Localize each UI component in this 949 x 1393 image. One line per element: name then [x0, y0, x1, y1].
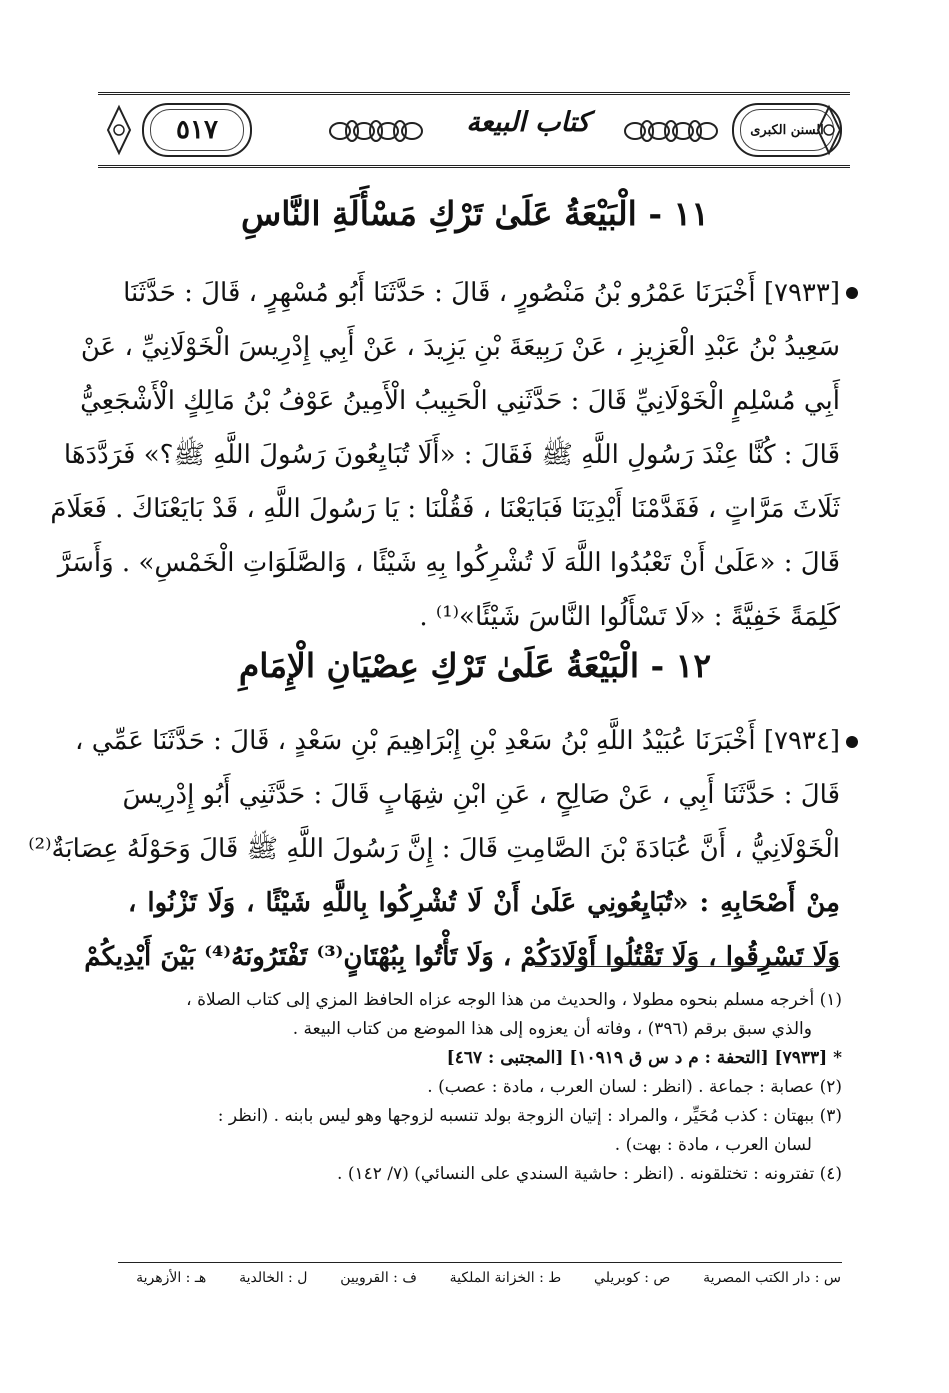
bullet-icon — [846, 736, 858, 748]
source-item: هـ : الأزهرية — [136, 1270, 207, 1286]
footnote: (٤) تفترونه : تختلقونه . (انظر : حاشية السندي على النسائي) (٧/ ١٤٢) . — [337, 1164, 842, 1184]
text-line: قَالَ : كُنَّا عِنْدَ رَسُولِ اللَّهِ ﷺ فَقَالَ : «أَلَا تُبَايِعُونَ رَسُولَ اللَّهِ ﷺ؟» فَرَدَّدَهَا — [63, 440, 840, 470]
footnote-reference: * [٧٩٣٣] [التحفة : م د س ق ١٠٩١٩] [المجتبى : ٤٦٧] — [446, 1048, 842, 1068]
section-heading: ١٢ - الْبَيْعَةُ عَلَىٰ تَرْكِ عِصْيَانِ الْإِمَامِ — [238, 646, 712, 685]
section-heading: ١١ - الْبَيْعَةُ عَلَىٰ تَرْكِ مَسْأَلَةِ النَّاسِ — [241, 194, 709, 233]
text-line: سَعِيدُ بْنُ عَبْدِ الْعَزِيزِ ، عَنْ رَبِيعَةَ بْنِ يَزِيدَ ، عَنْ أَبِي إِدْرِيسَ الْخَوْلَانِيِّ ، عَنْ — [80, 332, 840, 362]
footnote-rule — [535, 966, 840, 967]
hadith-text — [50, 266, 840, 644]
source-item: ل : الخالدية — [239, 1270, 308, 1286]
page-header — [98, 92, 850, 168]
source-item: ف : القرويين — [340, 1270, 417, 1286]
text-line: مِنْ أَصْحَابِهِ : «تُبَايِعُونِي عَلَىٰ أَنْ لَا تُشْرِكُوا بِاللَّهِ شَيْئًا ، وَلَا تَزْنُوا ، — [128, 888, 840, 918]
sources-legend — [136, 1270, 841, 1286]
source-item: س : دار الكتب المصرية — [703, 1270, 841, 1286]
chain-ornament-icon — [623, 119, 717, 143]
text-line: الْخَوْلَانِيُّ ، أَنَّ عُبَادَةَ بْنَ الصَّامِتِ قَالَ : إِنَّ رَسُولَ اللَّهِ ﷺ قَالَ وَحَوْلَهُ عِصَابَةٌ⁽²⁾ — [28, 834, 840, 864]
ornament-icon — [104, 103, 134, 157]
footnote: والذي سبق برقم (٣٩٦) ، وفاته أن يعزوه إلى هذا الموضع من كتاب البيعة . — [292, 1019, 812, 1039]
source-item: ص : كوبريلي — [594, 1270, 671, 1286]
text-line: [٧٩٣٣] أَخْبَرَنَا عَمْرُو بْنُ مَنْصُورٍ ، قَالَ : حَدَّثَنَا أَبُو مُسْهِرٍ ، قَالَ : حَدَّثَنَا — [123, 278, 840, 308]
text-line: قَالَ : «عَلَىٰ أَنْ تَعْبُدُوا اللَّهَ لَا تُشْرِكُوا بِهِ شَيْئًا ، وَالصَّلَوَاتِ الْخَمْسِ» . وَأَسَرَّ — [57, 548, 840, 578]
footnote: لسان العرب ، مادة : بهت) . — [614, 1135, 812, 1155]
footnote: (٢) عصابة : جماعة . (انظر : لسان العرب ، مادة : عصب) . — [427, 1077, 842, 1097]
text-line: أَبِي مُسْلِمٍ الْخَوْلَانِيِّ قَالَ : حَدَّثَنِي الْحَبِيبُ الْأَمِينُ عَوْفُ بْنُ مَالِكٍ الْأَشْجَعِيُّ — [80, 386, 840, 416]
chain-ornament-icon — [328, 119, 424, 143]
bullet-icon — [846, 287, 858, 299]
footnote: (١) أخرجه مسلم بنحوه مطولا ، والحديث من هذا الوجه عزاه الحافظ المزي إلى كتاب الصلاة ، — [186, 990, 842, 1010]
bottom-rule — [118, 1262, 842, 1263]
text-line: كَلِمَةً خَفِيَّةً : «لَا تَسْأَلُوا النَّاسَ شَيْئًا»⁽¹⁾ . — [419, 602, 840, 632]
page-number: ٥١٧ — [150, 109, 244, 151]
text-line: ثَلَاثَ مَرَّاتٍ ، فَقَدَّمْنَا أَيْدِيَنَا فَبَايَعْنَا ، فَقُلْنَا : يَا رَسُولَ اللَّهِ ، قَدْ بَايَعْنَاكَ . فَعَلَامَ — [50, 494, 840, 524]
source-item: ط : الخزانة الملكية — [449, 1270, 562, 1286]
footnotes — [128, 986, 842, 1189]
hadith-text — [28, 714, 840, 984]
ornament-icon — [814, 103, 844, 157]
book-title: كتاب البيعة — [466, 107, 590, 138]
seal-text: السنن الكبرى — [750, 122, 824, 138]
text-line: وَلَا تَسْرِقُوا ، وَلَا تَقْتُلُوا أَوْلَادَكُمْ ، وَلَا تَأْتُوا بِبُهْتَانٍ⁽³⁾ تَفْتَرُونَهُ⁽⁴⁾ بَيْنَ أَيْدِيكُمْ — [84, 942, 840, 972]
text-line: [٧٩٣٤] أَخْبَرَنَا عُبَيْدُ اللَّهِ بْنُ سَعْدِ بْنِ إِبْرَاهِيمَ بْنِ سَعْدٍ ، قَالَ : حَدَّثَنَا عَمِّي ، — [75, 726, 840, 756]
footnote: (٣) ببهتان : كذب مُحَيِّر ، والمراد : إتيان الزوجة بولد تنسبه لزوجها وهو ليس بابنه . (انظر : — [217, 1106, 842, 1126]
text-line: قَالَ : حَدَّثَنَا أَبِي ، عَنْ صَالِحٍ ، عَنِ ابْنِ شِهَابٍ قَالَ : حَدَّثَنِي أَبُو إِدْرِيسَ — [122, 780, 840, 810]
page-number-cartouche — [142, 103, 252, 157]
